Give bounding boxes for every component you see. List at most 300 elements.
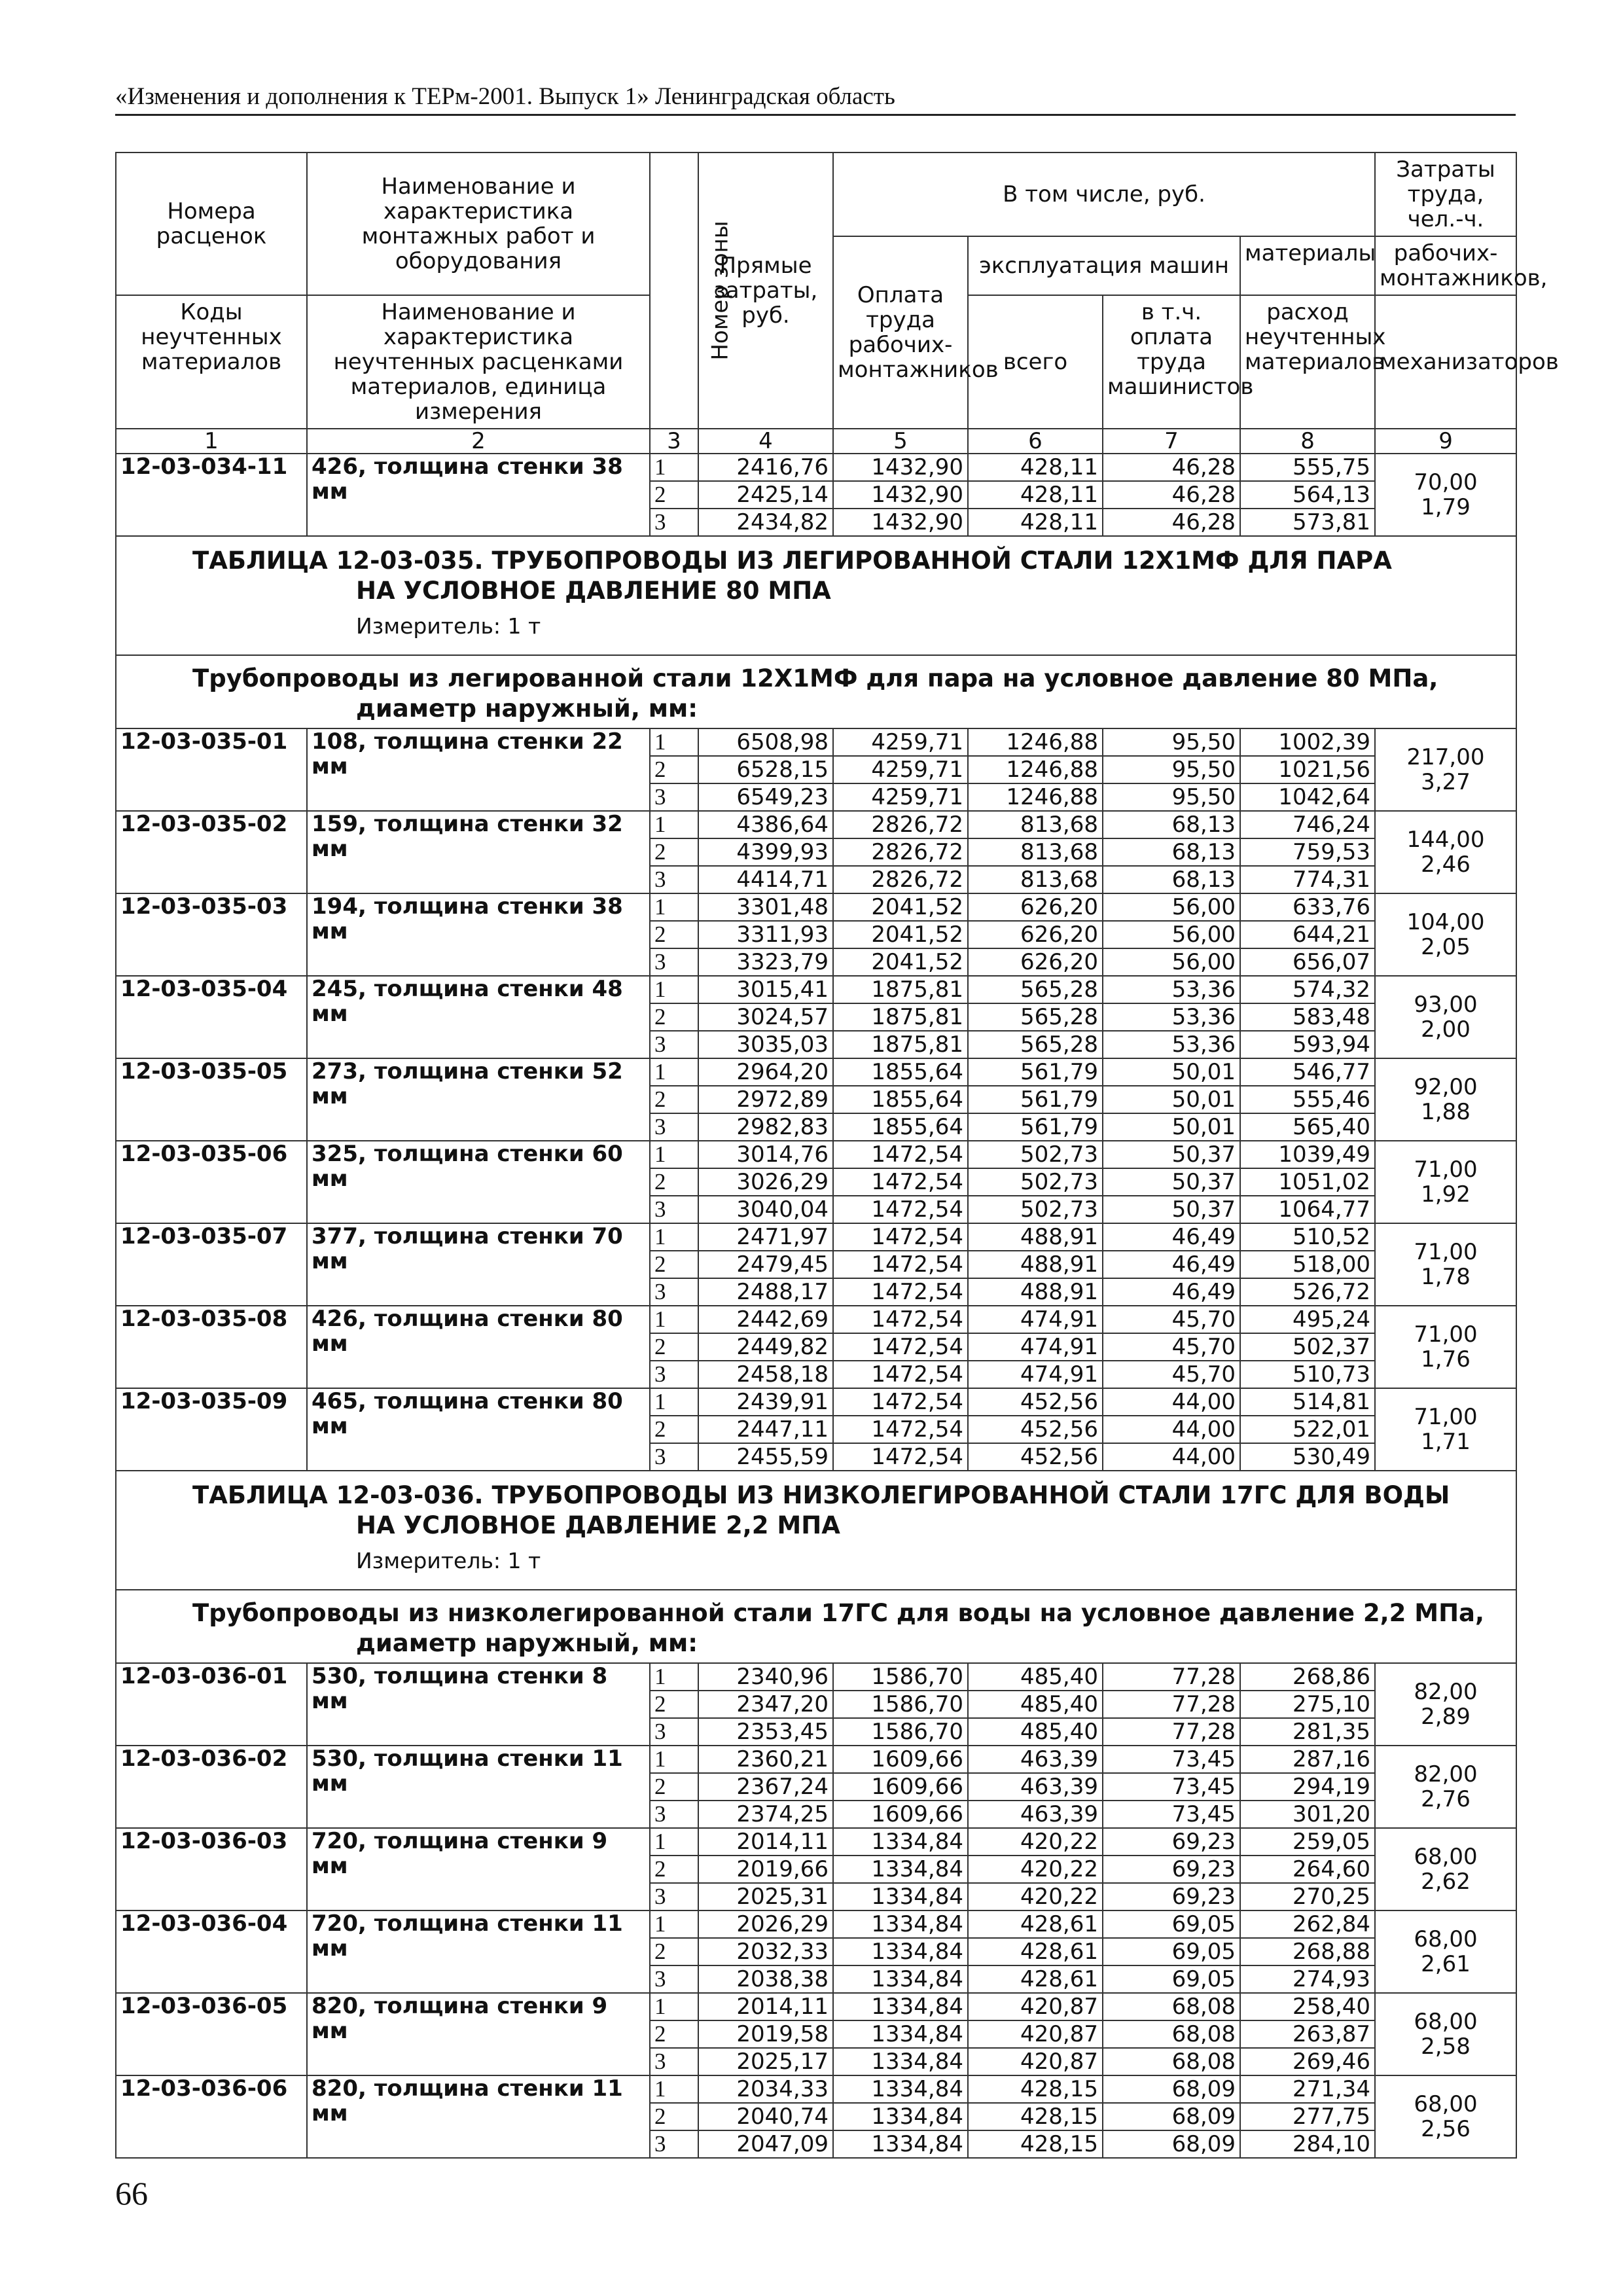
rate-name: 530, толщина стенки 11 мм	[307, 1746, 650, 1828]
machine-operator-pay: 56,00	[1103, 893, 1240, 921]
labor-costs	[1375, 1993, 1516, 2075]
zone-number: 3	[650, 948, 698, 976]
direct-costs: 2360,21	[698, 1746, 833, 1773]
materials-cost: 277,75	[1240, 2103, 1375, 2130]
zone-number: 2	[650, 1416, 698, 1443]
materials-cost: 301,20	[1240, 1801, 1375, 1828]
materials-cost: 1002,39	[1240, 728, 1375, 756]
machine-operator-pay: 50,01	[1103, 1086, 1240, 1113]
machine-total: 428,61	[968, 1938, 1103, 1965]
machine-total: 565,28	[968, 1031, 1103, 1058]
direct-costs: 2347,20	[698, 1691, 833, 1718]
labor-operators-value: 1,78	[1421, 1264, 1471, 1290]
machine-total: 502,73	[968, 1141, 1103, 1168]
machine-operator-pay: 73,45	[1103, 1746, 1240, 1773]
price-table	[115, 152, 1559, 2159]
rate-code: 12-03-035-08	[116, 1306, 307, 1388]
table-title	[116, 536, 1516, 655]
materials-cost: 284,10	[1240, 2130, 1375, 2158]
table-measure: Измеритель: 1 т	[356, 1548, 541, 1573]
table-row	[116, 811, 1516, 838]
labor-operators-value: 2,62	[1421, 1869, 1471, 1895]
table-row	[116, 454, 1516, 481]
zone-number: 3	[650, 1113, 698, 1141]
col-number: 4	[698, 429, 833, 454]
labor-costs	[1375, 2075, 1516, 2158]
machine-total: 428,15	[968, 2103, 1103, 2130]
labor-operators-value: 1,71	[1421, 1429, 1471, 1455]
zone-number: 1	[650, 976, 698, 1003]
direct-costs: 3014,76	[698, 1141, 833, 1168]
labor-workers-value: 71,00	[1414, 1157, 1478, 1183]
rate-name: 530, толщина стенки 8 мм	[307, 1663, 650, 1746]
labor-pay: 1334,84	[833, 2075, 968, 2103]
machine-total: 452,56	[968, 1416, 1103, 1443]
zone-number: 3	[650, 783, 698, 811]
direct-costs: 6528,15	[698, 756, 833, 783]
labor-pay: 2826,72	[833, 811, 968, 838]
header-machines: эксплуатация машин	[968, 236, 1240, 295]
header-name: Наименование и характеристика монтажных работ и оборудования	[307, 152, 650, 295]
direct-costs: 2416,76	[698, 454, 833, 481]
labor-pay: 1472,54	[833, 1168, 968, 1196]
zone-number: 3	[650, 1718, 698, 1746]
labor-costs	[1375, 1306, 1516, 1388]
labor-pay: 1875,81	[833, 976, 968, 1003]
direct-costs: 2014,11	[698, 1828, 833, 1856]
direct-costs: 2367,24	[698, 1773, 833, 1801]
labor-workers-value: 217,00	[1406, 744, 1485, 770]
machine-total: 813,68	[968, 811, 1103, 838]
machine-operator-pay: 68,09	[1103, 2103, 1240, 2130]
col-number: 5	[833, 429, 968, 454]
zone-number: 3	[650, 2130, 698, 2158]
direct-costs: 2982,83	[698, 1113, 833, 1141]
direct-costs: 3311,93	[698, 921, 833, 948]
direct-costs: 2026,29	[698, 1910, 833, 1938]
direct-costs: 2025,31	[698, 1883, 833, 1910]
labor-pay: 1875,81	[833, 1003, 968, 1031]
machine-total: 452,56	[968, 1443, 1103, 1471]
materials-cost: 510,52	[1240, 1223, 1375, 1251]
header-pay: Оплата труда рабочих-монтажников	[833, 236, 968, 429]
machine-operator-pay: 69,23	[1103, 1828, 1240, 1856]
machine-operator-pay: 45,70	[1103, 1361, 1240, 1388]
page-header: «Изменения и дополнения к ТЕРм-2001. Выпуск 1» Ленинградская область	[115, 84, 1516, 116]
rate-code: 12-03-035-09	[116, 1388, 307, 1471]
header-mach-pay: в т.ч. оплата труда машинистов	[1103, 295, 1240, 429]
header-labor-top: Затраты труда, чел.-ч.	[1375, 152, 1516, 236]
machine-operator-pay: 95,50	[1103, 783, 1240, 811]
machine-operator-pay: 69,05	[1103, 1965, 1240, 1993]
table-row	[116, 2075, 1516, 2103]
machine-total: 474,91	[968, 1333, 1103, 1361]
labor-costs	[1375, 976, 1516, 1058]
machine-operator-pay: 69,23	[1103, 1856, 1240, 1883]
machine-operator-pay: 50,37	[1103, 1196, 1240, 1223]
machine-operator-pay: 45,70	[1103, 1306, 1240, 1333]
materials-cost: 258,40	[1240, 1993, 1375, 2020]
machine-total: 420,87	[968, 1993, 1103, 2020]
table-row	[116, 728, 1516, 756]
labor-pay: 1334,84	[833, 2103, 968, 2130]
page-number: 66	[115, 2175, 148, 2212]
table-measure: Измеритель: 1 т	[356, 613, 541, 639]
machine-total: 474,91	[968, 1361, 1103, 1388]
labor-workers-value: 71,00	[1414, 1404, 1478, 1430]
machine-total: 420,87	[968, 2020, 1103, 2048]
labor-operators-value: 2,05	[1421, 934, 1471, 960]
machine-operator-pay: 95,50	[1103, 728, 1240, 756]
table-row	[116, 893, 1516, 921]
materials-cost: 502,37	[1240, 1333, 1375, 1361]
machine-operator-pay: 44,00	[1103, 1388, 1240, 1416]
rate-code: 12-03-034-11	[116, 454, 307, 536]
direct-costs: 2488,17	[698, 1278, 833, 1306]
header-incl: В том числе, руб.	[833, 152, 1375, 236]
materials-cost: 281,35	[1240, 1718, 1375, 1746]
direct-costs: 2353,45	[698, 1718, 833, 1746]
table-body	[116, 152, 1559, 2158]
labor-workers-value: 71,00	[1414, 1321, 1478, 1348]
machine-total: 420,22	[968, 1883, 1103, 1910]
machine-operator-pay: 45,70	[1103, 1333, 1240, 1361]
materials-cost: 526,72	[1240, 1278, 1375, 1306]
machine-total: 626,20	[968, 921, 1103, 948]
machine-operator-pay: 56,00	[1103, 921, 1240, 948]
labor-workers-value: 68,00	[1414, 2009, 1478, 2035]
zone-number: 3	[650, 1801, 698, 1828]
machine-total: 813,68	[968, 838, 1103, 866]
zone-number: 3	[650, 509, 698, 536]
rate-code: 12-03-036-01	[116, 1663, 307, 1746]
labor-operators-value: 1,79	[1421, 494, 1471, 520]
machine-total: 626,20	[968, 893, 1103, 921]
machine-total: 463,39	[968, 1801, 1103, 1828]
col-number: 8	[1240, 429, 1375, 454]
zone-number: 1	[650, 1910, 698, 1938]
direct-costs: 2447,11	[698, 1416, 833, 1443]
labor-pay: 1432,90	[833, 481, 968, 509]
labor-costs	[1375, 728, 1516, 811]
machine-total: 502,73	[968, 1168, 1103, 1196]
labor-pay: 1334,84	[833, 1910, 968, 1938]
table-row	[116, 1746, 1516, 1773]
header-codes: Номера расценок	[116, 152, 307, 295]
machine-operator-pay: 46,49	[1103, 1223, 1240, 1251]
machine-operator-pay: 69,05	[1103, 1910, 1240, 1938]
direct-costs: 2972,89	[698, 1086, 833, 1113]
labor-workers-value: 68,00	[1414, 1926, 1478, 1952]
table-subheading-row	[116, 1590, 1516, 1663]
labor-pay: 1586,70	[833, 1663, 968, 1691]
machine-operator-pay: 50,37	[1103, 1168, 1240, 1196]
machine-total: 428,15	[968, 2075, 1103, 2103]
materials-cost: 1051,02	[1240, 1168, 1375, 1196]
direct-costs: 2425,14	[698, 481, 833, 509]
labor-costs	[1375, 1910, 1516, 1993]
machine-total: 488,91	[968, 1251, 1103, 1278]
col-number: 3	[650, 429, 698, 454]
materials-cost: 264,60	[1240, 1856, 1375, 1883]
materials-cost: 1042,64	[1240, 783, 1375, 811]
labor-pay: 1432,90	[833, 454, 968, 481]
rate-code: 12-03-035-06	[116, 1141, 307, 1223]
labor-pay: 1334,84	[833, 2048, 968, 2075]
labor-pay: 1472,54	[833, 1196, 968, 1223]
labor-pay: 1334,84	[833, 1938, 968, 1965]
machine-operator-pay: 46,28	[1103, 509, 1240, 536]
direct-costs: 2479,45	[698, 1251, 833, 1278]
zone-number: 2	[650, 1938, 698, 1965]
zone-number: 1	[650, 1828, 698, 1856]
rate-code: 12-03-036-03	[116, 1828, 307, 1910]
zone-number: 3	[650, 1278, 698, 1306]
machine-total: 485,40	[968, 1718, 1103, 1746]
machine-operator-pay: 95,50	[1103, 756, 1240, 783]
rate-name: 273, толщина стенки 52 мм	[307, 1058, 650, 1141]
labor-pay: 2041,52	[833, 893, 968, 921]
zone-number: 2	[650, 838, 698, 866]
machine-operator-pay: 46,28	[1103, 454, 1240, 481]
header-operators: механизаторов	[1375, 295, 1516, 429]
materials-cost: 287,16	[1240, 1746, 1375, 1773]
rate-code: 12-03-036-06	[116, 2075, 307, 2158]
machine-total: 428,11	[968, 481, 1103, 509]
zone-number: 1	[650, 1388, 698, 1416]
zone-number: 2	[650, 1773, 698, 1801]
materials-cost: 274,93	[1240, 1965, 1375, 1993]
rate-name: 426, толщина стенки 80 мм	[307, 1306, 650, 1388]
zone-number: 1	[650, 1058, 698, 1086]
col-number: 9	[1375, 429, 1516, 454]
materials-cost: 633,76	[1240, 893, 1375, 921]
col-number: 7	[1103, 429, 1240, 454]
labor-pay: 1334,84	[833, 1993, 968, 2020]
zone-number: 1	[650, 1746, 698, 1773]
materials-cost: 269,46	[1240, 2048, 1375, 2075]
machine-total: 428,61	[968, 1965, 1103, 1993]
machine-total: 428,11	[968, 454, 1103, 481]
direct-costs: 2038,38	[698, 1965, 833, 1993]
direct-costs: 2449,82	[698, 1333, 833, 1361]
labor-workers-value: 82,00	[1414, 1761, 1478, 1787]
labor-pay: 2826,72	[833, 838, 968, 866]
labor-pay: 1472,54	[833, 1361, 968, 1388]
machine-total: 452,56	[968, 1388, 1103, 1416]
materials-cost: 495,24	[1240, 1306, 1375, 1333]
direct-costs: 2458,18	[698, 1361, 833, 1388]
table-title-line1: ТАБЛИЦА 12-03-035. ТРУБОПРОВОДЫ ИЗ ЛЕГИРОВАННОЙ СТАЛИ 12Х1МФ ДЛЯ ПАРА	[192, 547, 1392, 575]
zone-number: 2	[650, 1333, 698, 1361]
machine-operator-pay: 44,00	[1103, 1416, 1240, 1443]
labor-pay: 1334,84	[833, 2020, 968, 2048]
rate-name: 108, толщина стенки 22 мм	[307, 728, 650, 811]
labor-pay: 1586,70	[833, 1718, 968, 1746]
table-subheading-line1: Трубопроводы из легированной стали 12Х1МФ для пара на условное давление 80 МПа,	[192, 664, 1438, 692]
col-number: 2	[307, 429, 650, 454]
labor-workers-value: 104,00	[1406, 909, 1485, 935]
materials-cost: 1021,56	[1240, 756, 1375, 783]
rate-name: 820, толщина стенки 11 мм	[307, 2075, 650, 2158]
materials-cost: 262,84	[1240, 1910, 1375, 1938]
rate-name: 245, толщина стенки 48 мм	[307, 976, 650, 1058]
machine-total: 428,15	[968, 2130, 1103, 2158]
labor-pay: 4259,71	[833, 783, 968, 811]
machine-total: 474,91	[968, 1306, 1103, 1333]
labor-pay: 1334,84	[833, 2130, 968, 2158]
table-subheading-row	[116, 655, 1516, 728]
zone-number: 1	[650, 893, 698, 921]
zone-number: 2	[650, 1003, 698, 1031]
labor-pay: 1586,70	[833, 1691, 968, 1718]
machine-operator-pay: 73,45	[1103, 1801, 1240, 1828]
zone-number: 2	[650, 1168, 698, 1196]
labor-pay: 1334,84	[833, 1828, 968, 1856]
table-row	[116, 1223, 1516, 1251]
machine-operator-pay: 50,01	[1103, 1058, 1240, 1086]
labor-pay: 1334,84	[833, 1883, 968, 1910]
machine-total: 1246,88	[968, 756, 1103, 783]
machine-total: 420,22	[968, 1856, 1103, 1883]
direct-costs: 2034,33	[698, 2075, 833, 2103]
machine-operator-pay: 68,08	[1103, 2020, 1240, 2048]
materials-cost: 268,86	[1240, 1663, 1375, 1691]
machine-total: 502,73	[968, 1196, 1103, 1223]
zone-number: 1	[650, 728, 698, 756]
machine-operator-pay: 68,13	[1103, 811, 1240, 838]
zone-number: 1	[650, 1141, 698, 1168]
labor-operators-value: 1,88	[1421, 1099, 1471, 1125]
labor-workers-value: 92,00	[1414, 1074, 1478, 1100]
zone-number: 3	[650, 1031, 698, 1058]
zone-number: 3	[650, 1361, 698, 1388]
direct-costs: 2019,58	[698, 2020, 833, 2048]
table-row	[116, 1663, 1516, 1691]
materials-cost: 564,13	[1240, 481, 1375, 509]
table-row	[116, 1058, 1516, 1086]
zone-number: 2	[650, 1086, 698, 1113]
zone-number: 1	[650, 811, 698, 838]
zone-number: 3	[650, 1196, 698, 1223]
header-unac-use: расход неучтенных материалов	[1240, 295, 1375, 429]
direct-costs: 2442,69	[698, 1306, 833, 1333]
zone-number: 2	[650, 921, 698, 948]
table-title-line2: НА УСЛОВНОЕ ДАВЛЕНИЕ 80 МПА	[356, 577, 831, 605]
table-title-row	[116, 1471, 1516, 1590]
materials-cost: 268,88	[1240, 1938, 1375, 1965]
labor-operators-value: 2,58	[1421, 2034, 1471, 2060]
machine-total: 488,91	[968, 1278, 1103, 1306]
machine-total: 428,61	[968, 1910, 1103, 1938]
labor-pay: 1472,54	[833, 1443, 968, 1471]
direct-costs: 2340,96	[698, 1663, 833, 1691]
rate-code: 12-03-036-05	[116, 1993, 307, 2075]
direct-costs: 6549,23	[698, 783, 833, 811]
materials-cost: 263,87	[1240, 2020, 1375, 2048]
labor-operators-value: 2,61	[1421, 1951, 1471, 1977]
table-row	[116, 1306, 1516, 1333]
labor-pay: 1609,66	[833, 1746, 968, 1773]
zone-number: 1	[650, 1663, 698, 1691]
materials-cost: 774,31	[1240, 866, 1375, 893]
table-subheading-line2: диаметр наружный, мм:	[356, 1629, 698, 1657]
header-direct: Прямые затраты, руб.	[698, 152, 833, 429]
machine-total: 1246,88	[968, 783, 1103, 811]
rate-code: 12-03-035-07	[116, 1223, 307, 1306]
direct-costs: 3035,03	[698, 1031, 833, 1058]
materials-cost: 546,77	[1240, 1058, 1375, 1086]
machine-operator-pay: 44,00	[1103, 1443, 1240, 1471]
machine-operator-pay: 69,23	[1103, 1883, 1240, 1910]
rate-name: 465, толщина стенки 80 мм	[307, 1388, 650, 1471]
machine-operator-pay: 46,49	[1103, 1278, 1240, 1306]
machine-operator-pay: 68,09	[1103, 2130, 1240, 2158]
materials-cost: 555,46	[1240, 1086, 1375, 1113]
direct-costs: 3323,79	[698, 948, 833, 976]
labor-pay: 1855,64	[833, 1113, 968, 1141]
materials-cost: 518,00	[1240, 1251, 1375, 1278]
header-unac-name: Наименование и характеристика неучтенных расценками материалов, единица измерения	[307, 295, 650, 429]
zone-number: 2	[650, 756, 698, 783]
labor-pay: 1334,84	[833, 1856, 968, 1883]
rate-code: 12-03-035-05	[116, 1058, 307, 1141]
column-number-row	[116, 429, 1516, 454]
labor-costs	[1375, 811, 1516, 893]
zone-number: 3	[650, 1443, 698, 1471]
materials-cost: 555,75	[1240, 454, 1375, 481]
machine-total: 463,39	[968, 1746, 1103, 1773]
machine-total: 565,28	[968, 1003, 1103, 1031]
zone-number: 3	[650, 2048, 698, 2075]
table-row	[116, 1828, 1516, 1856]
labor-costs	[1375, 1058, 1516, 1141]
table-row	[116, 1141, 1516, 1168]
labor-operators-value: 1,76	[1421, 1346, 1471, 1372]
rate-code: 12-03-035-04	[116, 976, 307, 1058]
labor-workers-value: 82,00	[1414, 1679, 1478, 1705]
machine-operator-pay: 53,36	[1103, 1031, 1240, 1058]
labor-pay: 1472,54	[833, 1388, 968, 1416]
direct-costs: 4399,93	[698, 838, 833, 866]
zone-number: 3	[650, 866, 698, 893]
materials-cost: 270,25	[1240, 1883, 1375, 1910]
labor-costs	[1375, 1828, 1516, 1910]
zone-number: 2	[650, 1251, 698, 1278]
labor-pay: 1472,54	[833, 1141, 968, 1168]
labor-operators-value: 2,46	[1421, 852, 1471, 878]
labor-costs	[1375, 1223, 1516, 1306]
materials-cost: 275,10	[1240, 1691, 1375, 1718]
machine-total: 626,20	[968, 948, 1103, 976]
machine-total: 813,68	[968, 866, 1103, 893]
header-zone	[650, 152, 734, 429]
materials-cost: 530,49	[1240, 1443, 1375, 1471]
machine-total: 561,79	[968, 1086, 1103, 1113]
labor-pay: 1609,66	[833, 1801, 968, 1828]
machine-total: 488,91	[968, 1223, 1103, 1251]
zone-number: 1	[650, 454, 698, 481]
labor-operators-value: 2,89	[1421, 1704, 1471, 1730]
table-row	[116, 1993, 1516, 2020]
machine-operator-pay: 77,28	[1103, 1718, 1240, 1746]
rate-name: 720, толщина стенки 11 мм	[307, 1910, 650, 1993]
labor-pay: 1472,54	[833, 1333, 968, 1361]
col-number: 6	[968, 429, 1103, 454]
machine-total: 420,22	[968, 1828, 1103, 1856]
materials-cost: 510,73	[1240, 1361, 1375, 1388]
direct-costs: 3024,57	[698, 1003, 833, 1031]
